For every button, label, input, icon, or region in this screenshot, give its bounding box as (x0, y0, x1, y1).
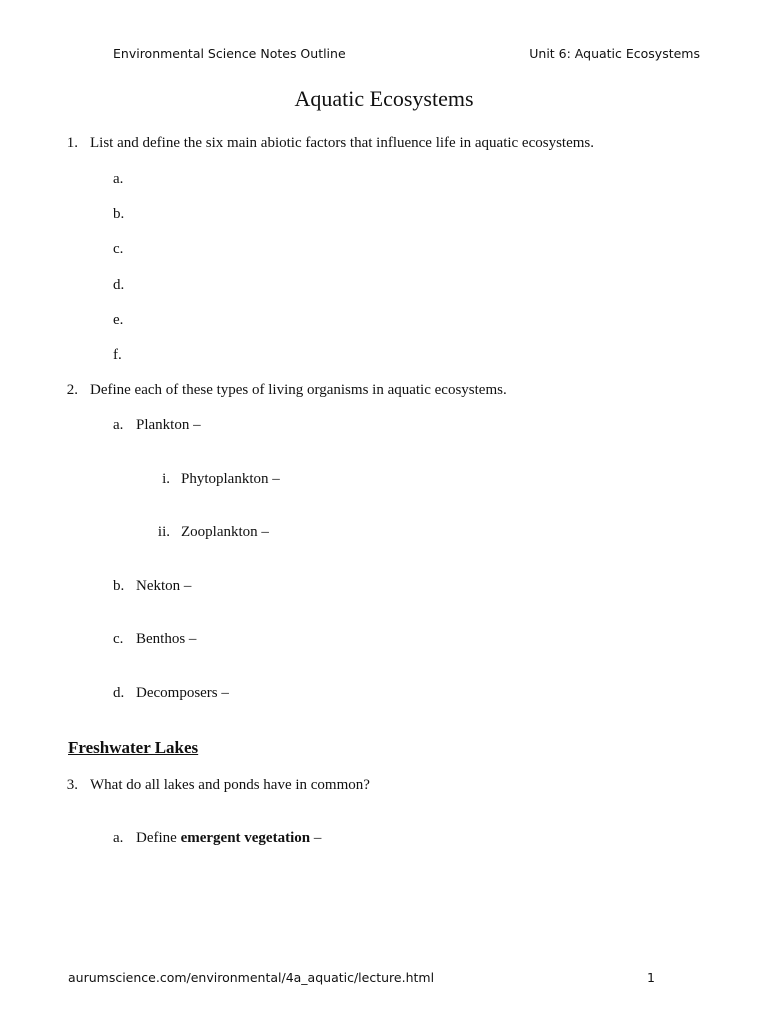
footer-url: aurumscience.com/environmental/4a_aquatic/lecture.html (68, 970, 435, 985)
define-prefix: Define (136, 830, 181, 846)
section-heading-freshwater-lakes: Freshwater Lakes (68, 738, 199, 757)
question-3-number: 3. (66, 777, 78, 793)
header-right-text: Unit 6: Aquatic Ecosystems (529, 46, 700, 61)
subitem-marker: c. (113, 631, 124, 647)
answer-marker-d: d. (113, 277, 125, 293)
subitem-marker: a. (113, 830, 124, 846)
question-2-number: 2. (66, 382, 78, 398)
subitem-marker: a. (113, 417, 124, 433)
subitem-text: Nekton – (136, 578, 192, 594)
subitem-text: Benthos – (136, 631, 197, 647)
answer-marker-b: b. (113, 206, 125, 222)
subitem-text: Decomposers – (136, 685, 229, 701)
subitem-text: Plankton – (136, 417, 201, 433)
subitem-text (136, 829, 321, 847)
header-left-text: Environmental Science Notes Outline (113, 46, 346, 61)
question-1-number: 1. (66, 135, 78, 151)
answer-marker-a: a. (113, 171, 124, 187)
page-title: Aquatic Ecosystems (294, 86, 474, 111)
define-suffix: – (310, 830, 322, 846)
key-term: emergent vegetation (180, 830, 311, 846)
answer-marker-e: e. (113, 312, 124, 328)
subitem-text: Zooplankton – (181, 524, 269, 540)
subitem-marker: b. (113, 578, 125, 594)
answer-marker-c: c. (113, 241, 124, 257)
subitem-marker: ii. (157, 524, 170, 540)
question-3-text: What do all lakes and ponds have in common? (90, 777, 370, 793)
answer-marker-f: f. (113, 347, 122, 363)
question-1-text: List and define the six main abiotic factors that influence life in aquatic ecosystems. (90, 135, 595, 151)
question-2-text: Define each of these types of living organisms in aquatic ecosystems. (90, 382, 507, 398)
subitem-marker: i. (162, 471, 170, 487)
subitem-text: Phytoplankton – (181, 471, 280, 487)
subitem-marker: d. (113, 685, 125, 701)
page-number: 1 (647, 970, 655, 985)
